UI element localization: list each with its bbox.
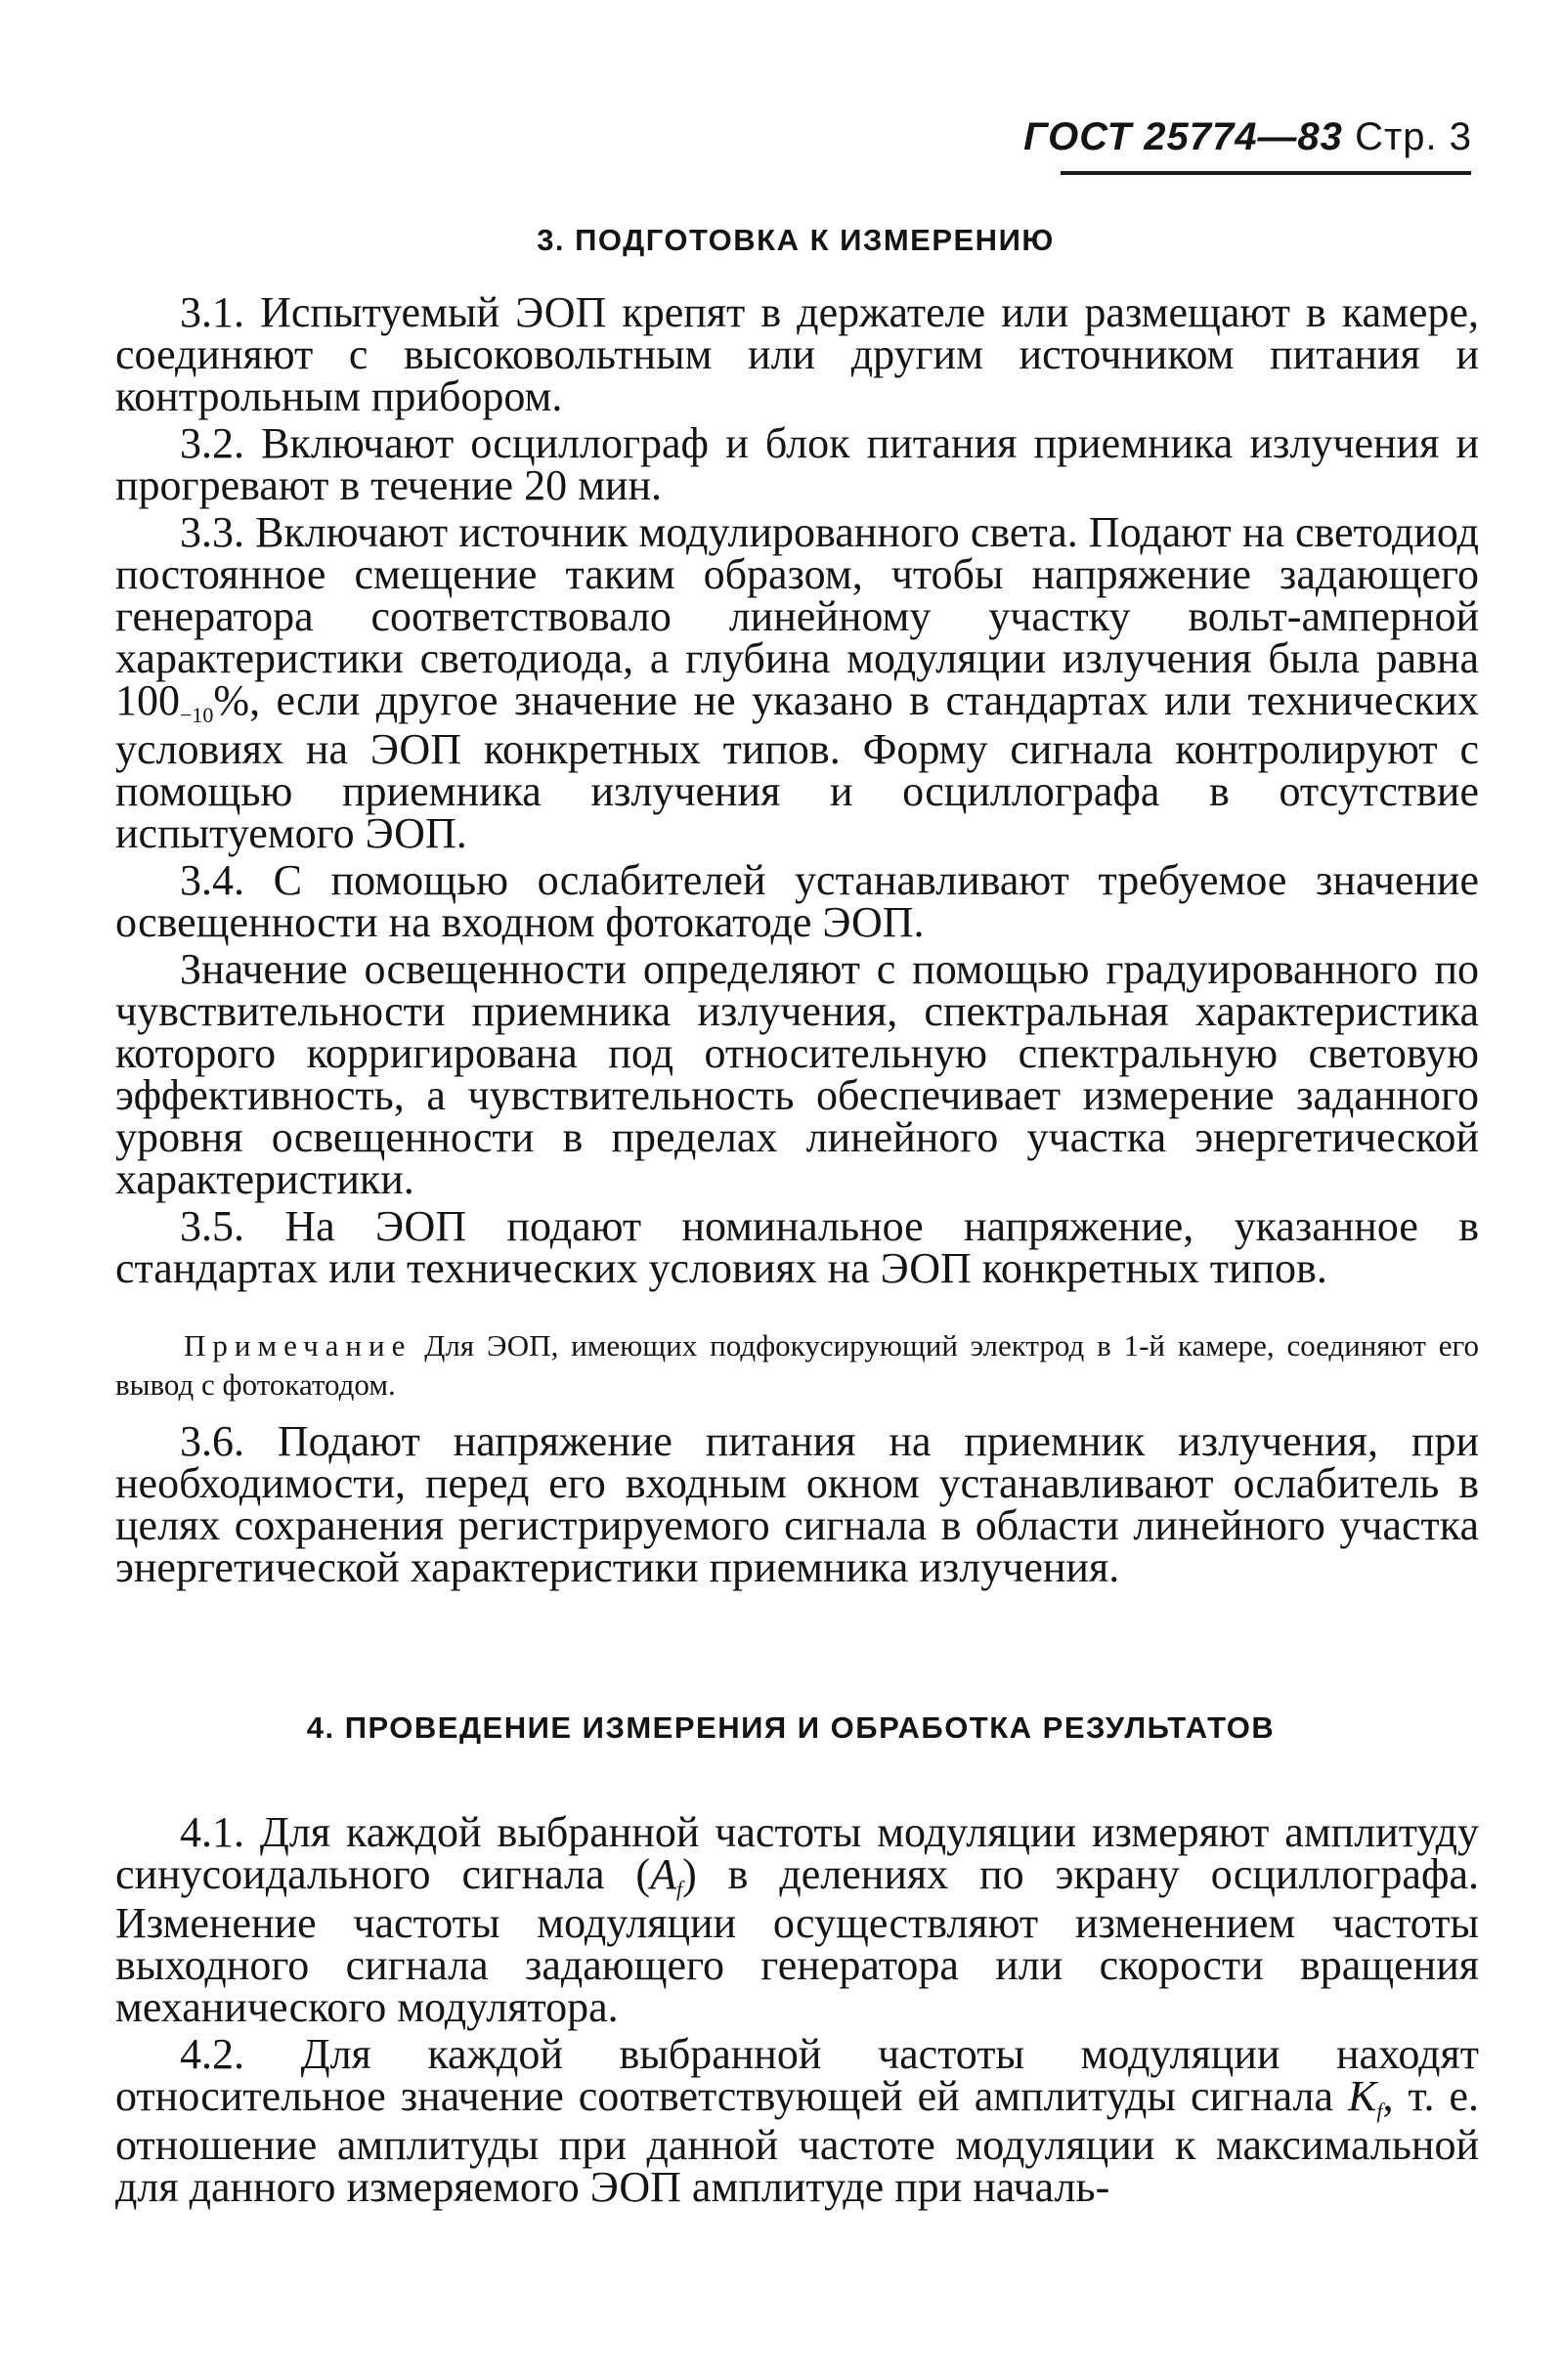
paragraph-4-2-text-a: 4.2. Для каждой выбранной частоты модуляции находят относительное значение соответствующей ей амплитуды сигнала (115, 2030, 1479, 2120)
section-4-title: 4. ПРОВЕДЕНИЕ ИЗМЕРЕНИЯ И ОБРАБОТКА РЕЗУЛЬТАТОВ (306, 1710, 1276, 1745)
paragraph-3-5: 3.5. На ЭОП подают номинальное напряжение, указанное в стандартах или технических условиях на ЭОП конкретных типов. (115, 1202, 1479, 1292)
section-3-title: 3. ПОДГОТОВКА К ИЗМЕРЕНИЮ (537, 223, 1055, 257)
tolerance-subscript: −10 (180, 703, 214, 727)
paragraph-4-1-text-b: ) в делениях по экрану осциллографа. Изменение частоты модуляции осуществляют изменением частоты выходного сигнала задающего генератора или скорости вращения механического модулятора. (115, 1850, 1480, 2031)
amplitude-symbol: A (650, 1850, 676, 1898)
paragraph-3-3-text-a: 3.3. Включают источник модулированного света. Подают на светодиод постоянное смещение таким образом, чтобы напряжение задающего генератора соответствовало линейному участку вольт-амперной характеристики светодиода, а глубина модуляции излучения была равна 100 (115, 508, 1479, 724)
paragraph-3-3-text-b: %, если другое значение не указано в стандартах или технических условиях на ЭОП конкретных типов. Форму сигнала контролируют с помощью приемника излучения и осциллографа в отсутствие испытуемого ЭОП. (115, 676, 1479, 857)
standard-number: ГОСТ 25774—83 (1023, 115, 1343, 158)
section-4-body (115, 1808, 1480, 2211)
section-3-body (115, 288, 1479, 1292)
relative-value-subscript: f (1376, 2099, 1383, 2123)
note-label: Примечание (184, 1328, 412, 1363)
relative-value-symbol: K (1348, 2072, 1377, 2120)
paragraph-3-1: 3.1. Испытуемый ЭОП крепят в держателе или размещают в камере, соединяют с высоковольтным или другим источником питания и контрольным прибором. (115, 288, 1479, 420)
section-3-body-continued (115, 1417, 1479, 1591)
amplitude-subscript: f (675, 1877, 683, 1901)
paragraph-3-6: 3.6. Подают напряжение питания на приемник излучения, при необходимости, перед его входным окном устанавливают ослабитель в целях сохранения регистрируемого сигнала в области линейного участка энергетической характеристики приемника излучения. (115, 1417, 1479, 1591)
page-header (1023, 115, 1472, 159)
paragraph-3-4: 3.4. С помощью ослабителей устанавливают требуемое значение освещенности на входном фотокатоде ЭОП. (115, 856, 1479, 946)
paragraph-4-2 (115, 2030, 1479, 2211)
paragraph-4-1-text-a: 4.1. Для каждой выбранной частоты модуляции измеряют амплитуду синусоидального сигнала ( (115, 1808, 1479, 1898)
header-rule (1061, 171, 1471, 175)
paragraph-3-4-continued: Значение освещенности определяют с помощью градуированного по чувствительности приемника излучения, спектральная характеристика которого корригирована под относительную спектральную световую эффективность, а чувствительность обеспечивает измерение заданного уровня освещенности в пределах линейного участка энергетической характеристики. (115, 945, 1479, 1203)
note-text: Для ЭОП, имеющих подфокусирующий электрод в 1-й камере, соединяют его вывод с фотокатодом. (115, 1328, 1479, 1402)
paragraph-3-2: 3.2. Включают осциллограф и блок питания приемника излучения и прогревают в течение 20 мин. (115, 419, 1479, 509)
note-paragraph (115, 1326, 1479, 1405)
note-block (115, 1326, 1479, 1405)
page-number: Стр. 3 (1355, 115, 1472, 158)
paragraph-3-3 (115, 508, 1479, 857)
paragraph-4-1 (115, 1808, 1480, 2031)
paragraph-4-2-text-b: , т. е. отношение амплитуды при данной частоте модуляции к максимальной для данного измеряемого ЭОП амплитуде при началь- (115, 2072, 1479, 2211)
